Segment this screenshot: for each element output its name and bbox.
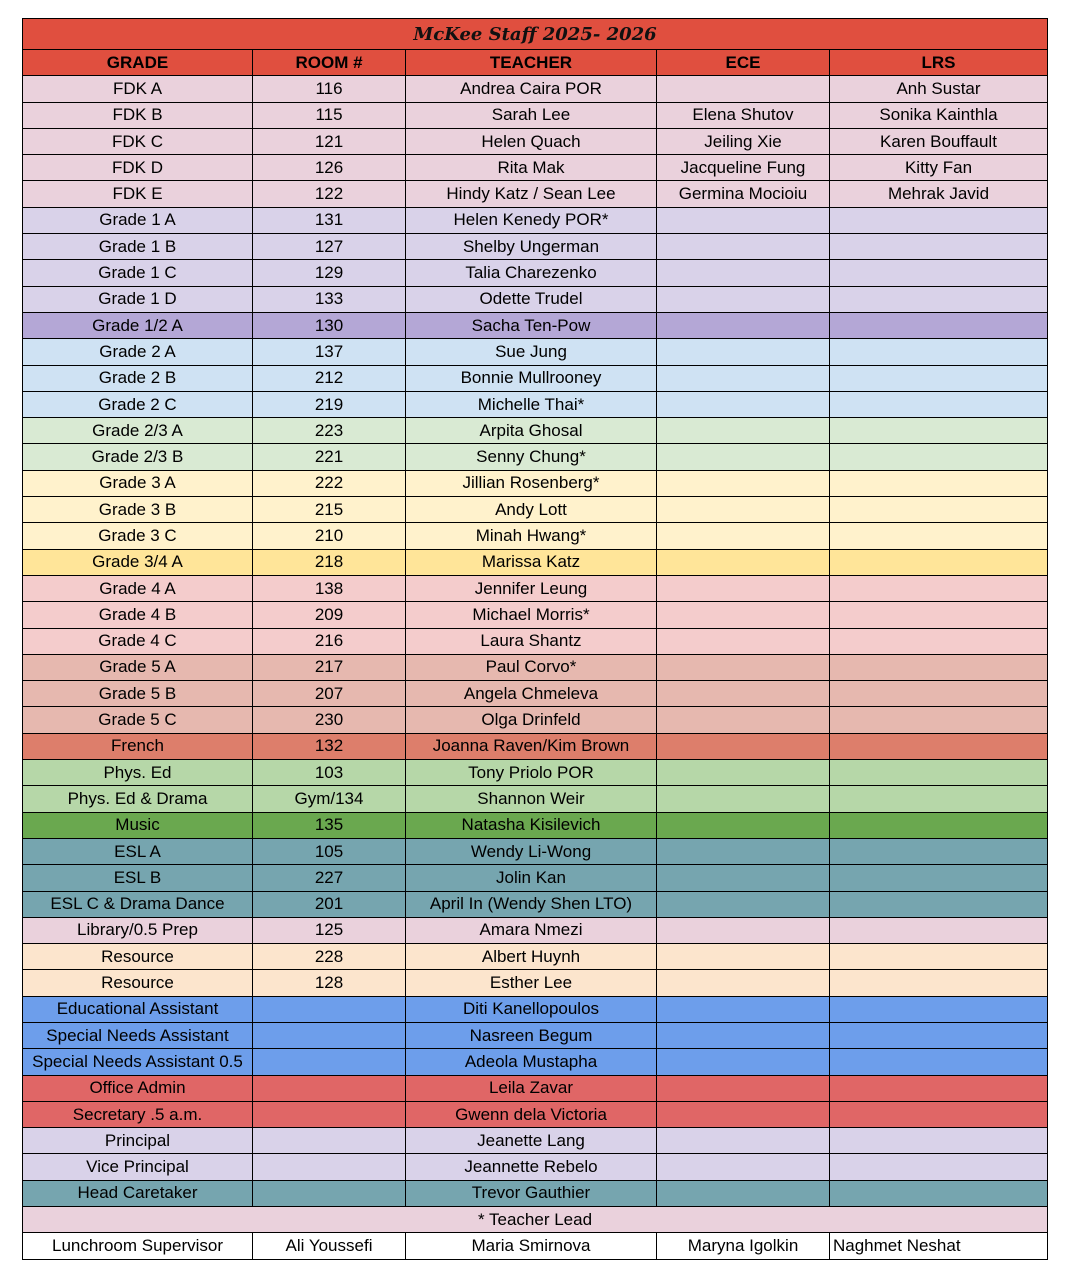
table-row: [23, 1101, 1048, 1127]
room-cell: [253, 1049, 406, 1075]
staff-table: [22, 18, 1048, 1260]
room-cell: 223: [253, 418, 406, 444]
table-row: [23, 760, 1048, 786]
grade-cell: Grade 3/4 A: [23, 549, 253, 575]
grade-cell: Phys. Ed: [23, 760, 253, 786]
lrs-cell: [830, 1101, 1048, 1127]
table-row: [23, 391, 1048, 417]
lrs-cell: [830, 470, 1048, 496]
grade-cell: Resource: [23, 944, 253, 970]
table-row: [23, 102, 1048, 128]
teacher-cell: Natasha Kisilevich: [406, 812, 657, 838]
grade-cell: Head Caretaker: [23, 1180, 253, 1206]
room-cell: 115: [253, 102, 406, 128]
lrs-cell: [830, 260, 1048, 286]
room-cell: [253, 1154, 406, 1180]
lrs-cell: [830, 891, 1048, 917]
table-row: [23, 1128, 1048, 1154]
lrs-cell: [830, 602, 1048, 628]
grade-cell: Secretary .5 a.m.: [23, 1101, 253, 1127]
lrs-cell: [830, 786, 1048, 812]
room-cell: 221: [253, 444, 406, 470]
lrs-cell: [830, 970, 1048, 996]
teacher-cell: Gwenn dela Victoria: [406, 1101, 657, 1127]
staff-body: [23, 76, 1048, 1207]
lrs-cell: [830, 760, 1048, 786]
room-cell: 227: [253, 865, 406, 891]
room-cell: Ali Youssefi: [253, 1233, 406, 1259]
room-cell: [253, 1180, 406, 1206]
teacher-cell: Angela Chmeleva: [406, 681, 657, 707]
grade-cell: FDK C: [23, 128, 253, 154]
room-cell: 126: [253, 155, 406, 181]
ece-cell: [657, 444, 830, 470]
teacher-cell: Senny Chung*: [406, 444, 657, 470]
ece-cell: [657, 286, 830, 312]
table-row: [23, 786, 1048, 812]
ece-cell: Jacqueline Fung: [657, 155, 830, 181]
ece-cell: Elena Shutov: [657, 102, 830, 128]
room-cell: 228: [253, 944, 406, 970]
lrs-cell: [830, 1022, 1048, 1048]
ece-cell: [657, 523, 830, 549]
teacher-cell: Laura Shantz: [406, 628, 657, 654]
lrs-cell: Anh Sustar: [830, 76, 1048, 102]
table-row: [23, 707, 1048, 733]
table-row: [23, 470, 1048, 496]
ece-cell: [657, 1101, 830, 1127]
teacher-cell: Wendy Li-Wong: [406, 838, 657, 864]
teacher-cell: Marissa Katz: [406, 549, 657, 575]
lrs-cell: [830, 497, 1048, 523]
grade-cell: Grade 2/3 B: [23, 444, 253, 470]
table-row: [23, 733, 1048, 759]
teacher-cell: Esther Lee: [406, 970, 657, 996]
ece-cell: [657, 628, 830, 654]
room-cell: 121: [253, 128, 406, 154]
room-cell: 116: [253, 76, 406, 102]
ece-cell: [657, 1022, 830, 1048]
lrs-cell: Sonika Kainthla: [830, 102, 1048, 128]
room-cell: 212: [253, 365, 406, 391]
grade-cell: Resource: [23, 970, 253, 996]
room-cell: 219: [253, 391, 406, 417]
table-row: [23, 339, 1048, 365]
grade-cell: Grade 5 A: [23, 654, 253, 680]
ece-cell: [657, 1049, 830, 1075]
grade-cell: Grade 3 A: [23, 470, 253, 496]
table-row: [23, 917, 1048, 943]
teacher-cell: Tony Priolo POR: [406, 760, 657, 786]
lrs-cell: Kitty Fan: [830, 155, 1048, 181]
ece-cell: [657, 733, 830, 759]
grade-cell: FDK B: [23, 102, 253, 128]
ece-cell: [657, 786, 830, 812]
ece-cell: [657, 339, 830, 365]
room-cell: 103: [253, 760, 406, 786]
teacher-cell: Shannon Weir: [406, 786, 657, 812]
grade-cell: Grade 1 B: [23, 234, 253, 260]
lrs-cell: [830, 707, 1048, 733]
teacher-cell: Talia Charezenko: [406, 260, 657, 286]
lrs-cell: [830, 418, 1048, 444]
ece-cell: [657, 917, 830, 943]
grade-cell: ESL C & Drama Dance: [23, 891, 253, 917]
grade-cell: Lunchroom Supervisor: [23, 1233, 253, 1259]
ece-cell: [657, 602, 830, 628]
grade-cell: Grade 2/3 A: [23, 418, 253, 444]
grade-cell: Grade 2 A: [23, 339, 253, 365]
table-row: [23, 602, 1048, 628]
ece-cell: [657, 812, 830, 838]
teacher-cell: Michelle Thai*: [406, 391, 657, 417]
table-row: [23, 681, 1048, 707]
ece-cell: [657, 207, 830, 233]
room-cell: 217: [253, 654, 406, 680]
room-cell: Gym/134: [253, 786, 406, 812]
room-cell: 132: [253, 733, 406, 759]
table-row: [23, 654, 1048, 680]
teacher-cell: Amara Nmezi: [406, 917, 657, 943]
header-row: [23, 50, 1048, 76]
grade-cell: Grade 2 C: [23, 391, 253, 417]
teacher-cell: Bonnie Mullrooney: [406, 365, 657, 391]
table-row: [23, 1049, 1048, 1075]
ece-cell: [657, 365, 830, 391]
teacher-cell: Diti Kanellopoulos: [406, 996, 657, 1022]
lrs-cell: [830, 286, 1048, 312]
lrs-cell: [830, 944, 1048, 970]
teacher-cell: Jillian Rosenberg*: [406, 470, 657, 496]
ece-cell: [657, 1180, 830, 1206]
room-cell: 209: [253, 602, 406, 628]
room-cell: 125: [253, 917, 406, 943]
lrs-cell: [830, 365, 1048, 391]
table-title: McKee Staff 2025- 2026: [23, 19, 1048, 50]
ece-cell: [657, 654, 830, 680]
lrs-cell: Karen Bouffault: [830, 128, 1048, 154]
table-row: [23, 1075, 1048, 1101]
room-cell: 216: [253, 628, 406, 654]
lrs-cell: Mehrak Javid: [830, 181, 1048, 207]
lrs-cell: [830, 391, 1048, 417]
room-cell: 127: [253, 234, 406, 260]
teacher-cell: Adeola Mustapha: [406, 1049, 657, 1075]
teacher-cell: Nasreen Begum: [406, 1022, 657, 1048]
teacher-cell: Odette Trudel: [406, 286, 657, 312]
grade-cell: Grade 1 D: [23, 286, 253, 312]
teacher-cell: Helen Kenedy POR*: [406, 207, 657, 233]
grade-cell: FDK D: [23, 155, 253, 181]
teacher-cell: Hindy Katz / Sean Lee: [406, 181, 657, 207]
table-row: [23, 628, 1048, 654]
room-cell: 137: [253, 339, 406, 365]
lrs-cell: [830, 812, 1048, 838]
teacher-cell: Arpita Ghosal: [406, 418, 657, 444]
room-cell: 129: [253, 260, 406, 286]
ece-cell: [657, 260, 830, 286]
table-row: [23, 523, 1048, 549]
lrs-cell: [830, 444, 1048, 470]
lrs-cell: [830, 207, 1048, 233]
lrs-cell: [830, 681, 1048, 707]
lrs-cell: [830, 865, 1048, 891]
room-cell: 133: [253, 286, 406, 312]
teacher-cell: Paul Corvo*: [406, 654, 657, 680]
lrs-cell: [830, 654, 1048, 680]
teacher-cell: Sacha Ten-Pow: [406, 312, 657, 338]
room-cell: 131: [253, 207, 406, 233]
ece-cell: [657, 418, 830, 444]
grade-cell: FDK E: [23, 181, 253, 207]
room-cell: 207: [253, 681, 406, 707]
ece-cell: Germina Mocioiu: [657, 181, 830, 207]
grade-cell: FDK A: [23, 76, 253, 102]
lrs-cell: [830, 339, 1048, 365]
table-row: [23, 418, 1048, 444]
ece-cell: [657, 1154, 830, 1180]
grade-cell: Phys. Ed & Drama: [23, 786, 253, 812]
note-row: [23, 1207, 1048, 1233]
teacher-cell: Olga Drinfeld: [406, 707, 657, 733]
room-cell: 128: [253, 970, 406, 996]
grade-cell: Educational Assistant: [23, 996, 253, 1022]
ece-cell: [657, 312, 830, 338]
lrs-cell: Naghmet Neshat: [830, 1233, 1048, 1259]
teacher-cell: Joanna Raven/Kim Brown: [406, 733, 657, 759]
room-cell: 222: [253, 470, 406, 496]
table-row: [23, 865, 1048, 891]
grade-cell: Grade 4 C: [23, 628, 253, 654]
ece-cell: Maryna Igolkin: [657, 1233, 830, 1259]
ece-cell: [657, 707, 830, 733]
ece-cell: [657, 575, 830, 601]
lrs-cell: [830, 628, 1048, 654]
lrs-cell: [830, 312, 1048, 338]
table-row: [23, 234, 1048, 260]
table-row: [23, 312, 1048, 338]
table-row: [23, 838, 1048, 864]
lrs-cell: [830, 996, 1048, 1022]
ece-cell: Jeiling Xie: [657, 128, 830, 154]
grade-cell: Office Admin: [23, 1075, 253, 1101]
room-cell: 218: [253, 549, 406, 575]
ece-cell: [657, 838, 830, 864]
table-row: [23, 812, 1048, 838]
room-cell: 135: [253, 812, 406, 838]
lrs-cell: [830, 523, 1048, 549]
table-row: [23, 549, 1048, 575]
lrs-cell: [830, 575, 1048, 601]
room-cell: 210: [253, 523, 406, 549]
room-cell: 215: [253, 497, 406, 523]
ece-cell: [657, 1128, 830, 1154]
lrs-cell: [830, 1075, 1048, 1101]
ece-cell: [657, 944, 830, 970]
header-ece: ECE: [657, 50, 830, 76]
table-row: [23, 1154, 1048, 1180]
table-row: [23, 497, 1048, 523]
lrs-cell: [830, 1128, 1048, 1154]
ece-cell: [657, 497, 830, 523]
room-cell: [253, 1075, 406, 1101]
teacher-cell: Jeannette Rebelo: [406, 1154, 657, 1180]
teacher-cell: Maria Smirnova: [406, 1233, 657, 1259]
header-grade: GRADE: [23, 50, 253, 76]
grade-cell: Grade 1/2 A: [23, 312, 253, 338]
room-cell: 230: [253, 707, 406, 733]
room-cell: [253, 1022, 406, 1048]
teacher-cell: Jennifer Leung: [406, 575, 657, 601]
header-lrs: LRS: [830, 50, 1048, 76]
lrs-cell: [830, 1049, 1048, 1075]
teacher-lead-note: * Teacher Lead: [23, 1207, 1048, 1233]
teacher-cell: Shelby Ungerman: [406, 234, 657, 260]
ece-cell: [657, 970, 830, 996]
teacher-cell: Andrea Caira POR: [406, 76, 657, 102]
room-cell: 130: [253, 312, 406, 338]
room-cell: [253, 996, 406, 1022]
title-row: [23, 19, 1048, 50]
teacher-cell: Albert Huynh: [406, 944, 657, 970]
table-row: [23, 996, 1048, 1022]
table-row: [23, 970, 1048, 996]
table-row: [23, 181, 1048, 207]
grade-cell: Grade 5 C: [23, 707, 253, 733]
grade-cell: Library/0.5 Prep: [23, 917, 253, 943]
room-cell: [253, 1101, 406, 1127]
grade-cell: Grade 4 A: [23, 575, 253, 601]
table-row: [23, 365, 1048, 391]
ece-cell: [657, 681, 830, 707]
room-cell: 122: [253, 181, 406, 207]
grade-cell: Grade 1 A: [23, 207, 253, 233]
grade-cell: ESL A: [23, 838, 253, 864]
lrs-cell: [830, 234, 1048, 260]
teacher-cell: Andy Lott: [406, 497, 657, 523]
ece-cell: [657, 1075, 830, 1101]
table-row: [23, 260, 1048, 286]
ece-cell: [657, 234, 830, 260]
lrs-cell: [830, 917, 1048, 943]
grade-cell: Music: [23, 812, 253, 838]
grade-cell: Grade 5 B: [23, 681, 253, 707]
grade-cell: Special Needs Assistant: [23, 1022, 253, 1048]
header-teacher: TEACHER: [406, 50, 657, 76]
grade-cell: Special Needs Assistant 0.5: [23, 1049, 253, 1075]
lrs-cell: [830, 1180, 1048, 1206]
table-row: [23, 76, 1048, 102]
table-row: [23, 891, 1048, 917]
teacher-cell: Jeanette Lang: [406, 1128, 657, 1154]
room-cell: 201: [253, 891, 406, 917]
lrs-cell: [830, 549, 1048, 575]
teacher-cell: Jolin Kan: [406, 865, 657, 891]
lrs-cell: [830, 733, 1048, 759]
lrs-cell: [830, 1154, 1048, 1180]
grade-cell: Grade 4 B: [23, 602, 253, 628]
table-row: [23, 1180, 1048, 1206]
ece-cell: [657, 891, 830, 917]
room-cell: 138: [253, 575, 406, 601]
grade-cell: Grade 1 C: [23, 260, 253, 286]
header-room: ROOM #: [253, 50, 406, 76]
teacher-cell: Leila Zavar: [406, 1075, 657, 1101]
teacher-cell: Trevor Gauthier: [406, 1180, 657, 1206]
room-cell: 105: [253, 838, 406, 864]
grade-cell: Grade 2 B: [23, 365, 253, 391]
table-row: [23, 575, 1048, 601]
teacher-cell: Helen Quach: [406, 128, 657, 154]
table-row: [23, 128, 1048, 154]
ece-cell: [657, 391, 830, 417]
grade-cell: French: [23, 733, 253, 759]
table-row: [23, 155, 1048, 181]
grade-cell: Principal: [23, 1128, 253, 1154]
grade-cell: ESL B: [23, 865, 253, 891]
lunchroom-row: [23, 1233, 1048, 1259]
teacher-cell: April In (Wendy Shen LTO): [406, 891, 657, 917]
table-row: [23, 1022, 1048, 1048]
ece-cell: [657, 996, 830, 1022]
ece-cell: [657, 760, 830, 786]
teacher-cell: Michael Morris*: [406, 602, 657, 628]
ece-cell: [657, 865, 830, 891]
grade-cell: Grade 3 C: [23, 523, 253, 549]
grade-cell: Vice Principal: [23, 1154, 253, 1180]
table-row: [23, 207, 1048, 233]
teacher-cell: Sarah Lee: [406, 102, 657, 128]
grade-cell: Grade 3 B: [23, 497, 253, 523]
teacher-cell: Sue Jung: [406, 339, 657, 365]
table-row: [23, 944, 1048, 970]
table-row: [23, 444, 1048, 470]
ece-cell: [657, 549, 830, 575]
room-cell: [253, 1128, 406, 1154]
teacher-cell: Minah Hwang*: [406, 523, 657, 549]
lrs-cell: [830, 838, 1048, 864]
ece-cell: [657, 76, 830, 102]
teacher-cell: Rita Mak: [406, 155, 657, 181]
table-row: [23, 286, 1048, 312]
ece-cell: [657, 470, 830, 496]
